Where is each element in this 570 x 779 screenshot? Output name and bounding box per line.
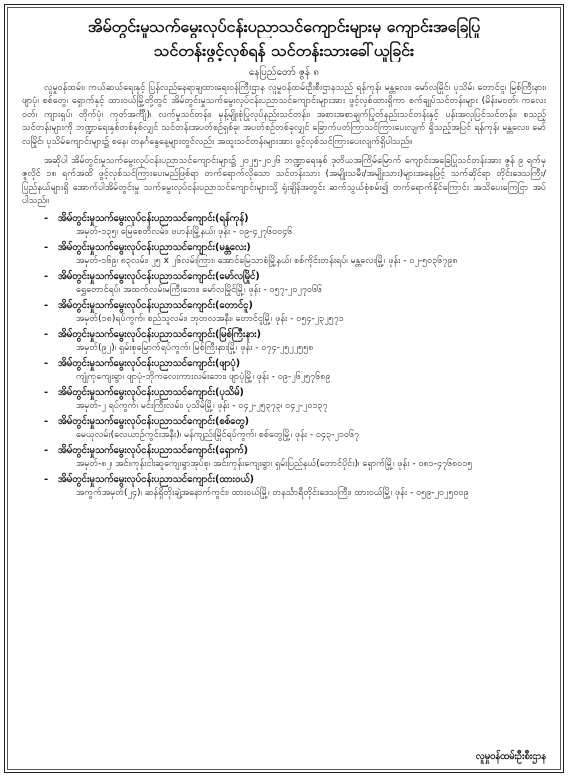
school-name: အိမ်တွင်းမှုသက်မွေးလုပ်ငန်းပညာသင်ကျောင်း(မော်လမြိုင်) — [58, 270, 260, 282]
school-address: အမှတ်(၉၂)၊ ရှမ်းစုမြောက်ရပ်ကွက်၊ မြစ်ကြီးနားမြို့၊ ဖုန်း - ၀၇၄-၂၅၂၂၅၅၈ — [76, 342, 314, 353]
school-item-mandalay — [44, 241, 546, 268]
school-item-mawlamyine — [44, 270, 546, 297]
announcement-paragraph: အဆိုပါ အိမ်တွင်းမှုသက်မွေးလုပ်ငန်းပညာသင်ကျောင်းများ၌ ၂၀၂၅-၂၀၂၆ ဘဏ္ဍာရေးနှစ် ဒုတိယအကြိမ်မြောက် ကျောင်းအခြေပြုသင်တန်းအား ဇွန် ၉ ရက်မှ ဇူလိုင် ၁၈ ရက်အထိ ဖွင့်လှစ်သင်ကြားပေးမည်ဖြစ်ရာ တက်ရောက်လိုသော သင်တန်းသား (အမျိုးသမီး/အမျိုးသား)များအနေဖြင့် သက်ဆိုင်ရာ တိုင်းဒေသကြီး/ပြည်နယ်များရှိ အောက်ပါအိမ်တွင်းမှု သက်မွေးလုပ်ငန်းပညာသင်ကျောင်းများသို့ ရုံးချိန်အတွင်း ဆက်သွယ်စုံစမ်း၍ တက်ရောက်နိုင်ကြောင်း အသိပေးကြေငြာ အပ်ပါသည်။ — [22, 156, 546, 207]
school-name: အိမ်တွင်းမှုသက်မွေးလုပ်ငန်းပညာသင်ကျောင်း(ဖျာပုံ) — [58, 357, 241, 369]
school-list — [22, 212, 546, 500]
school-address: ရွှေတောင်ရပ်၊ အထက်လမ်းမကြီးဘေး၊ မော်လမြိုင်မြို့၊ ဖုန်း - ၀၅၇-၂၀၂၇၀၆၆ — [76, 284, 323, 295]
school-name: အိမ်တွင်းမှုသက်မွေးလုပ်ငန်းပညာသင်ကျောင်း(စစ်တွေ) — [58, 415, 250, 427]
school-item-shaung — [44, 444, 546, 471]
notice-title-line-1: အိမ်တွင်းမှုသက်မွေးလုပ်ငန်းပညာသင်ကျောင်းများမှ ကျောင်းအခြေပြု — [87, 17, 481, 36]
notice-title-line-2: သင်တန်းဖွင့်လှစ်ရန် သင်တန်းသားခေါ်ယူခြင်း — [153, 41, 415, 60]
dash-marker: - — [44, 299, 49, 311]
school-name: အိမ်တွင်းမှုသက်မွေးလုပ်ငန်းပညာသင်ကျောင်း(ပုသိမ်) — [58, 386, 244, 398]
school-name: အိမ်တွင်းမှုသက်မွေးလုပ်ငန်းပညာသင်ကျောင်း(ရှောက်) — [58, 444, 248, 456]
school-name: အိမ်တွင်းမှုသက်မွေးလုပ်ငန်းပညာသင်ကျောင်း(တောင်ငူ) — [58, 299, 253, 311]
school-address: အမှတ်(၁၈)ရပ်ကွက်၊ စည်သူလမ်း၊ ဘုတလအနီး၊ တောင်ငူမြို့၊ ဖုန်း - ၀၅၄-၂၃၂၅၇၁ — [76, 313, 344, 324]
issuer-signature: လူမှုဝန်ထမ်းဦးစီးဌာန — [475, 751, 546, 762]
dateline: နေပြည်တော် ဇွန် ၈ — [248, 67, 320, 78]
school-name: အိမ်တွင်းမှုသက်မွေးလုပ်ငန်းပညာသင်ကျောင်း(ထားဝယ်) — [58, 473, 255, 485]
dash-marker: - — [44, 444, 49, 456]
school-name: အိမ်တွင်းမှုသက်မွေးလုပ်ငန်းပညာသင်ကျောင်း(မြစ်ကြီးနား) — [58, 328, 261, 340]
intro-paragraph: လူမှုဝန်ထမ်း၊ ကယ်ဆယ်ရေးနှင့် ပြန်လည်နေရာချထားရေးဝန်ကြီးဌာန လူမှုဝန်ထမ်းဦးစီးဌာနသည် ရန်ကုန်၊ မန္တလေး၊ မော်လမြိုင်၊ ပုသိမ်၊ တောင်ငူ၊ မြစ်ကြီးနား၊ ဖျာပုံ၊ စစ်တွေ၊ ရှောက်နှင့် ထားဝယ်မြို့တို့တွင် အိမ်တွင်းမှုသက်မွေးလုပ်ငန်းပညာသင်ကျောင်းများအား ဖွင့်လှစ်ထားရှိကာ စက်ချုပ်သင်တန်းများ (မိန်းမ၀တ်၊ ကလေးဝတ်၊ ကျားရှပ်၊ တိုက်ပုံ၊ ကုတ်အင်္ကျီ)၊ လက်မှုသင်တန်း၊ မုန့်မျိုးစုံပြုလုပ်နည်းသင်တန်း၊ အစားအစာချက်ပြုတ်နည်းသင်တန်းနှင့် ပန်းအလှပြင်သင်တန်း၊ စသည့် သင်တန်းများကို ဘဏ္ဍာရေးနှစ်တစ်နှစ်လျှင် သင်တန်းအပတ်စဉ်ရှစ်ခု၊ အပတ်စဉ်တစ်ခုလျှင် ခြောက်ပတ်ကြာသင်ကြားပေးလျက် ရှိသည့်အပြင် ရန်ကုန်၊ မန္တလေး၊ မော်လမြိုင်၊ ပုသိမ်ကျောင်းများ၌ စနေ၊ တနင်္ဂနွေနေ့များတွင်လည်း အထူးသင်တန်းများအား ဖွင့်လှစ်သင်ကြားပေးလျက်ရှိပါသည်။ — [22, 83, 546, 147]
school-address: မေယုလမ်း(လေယာဉ်ကွင်းအနီး)၊ မန်ကျည်းမြိုင်ရပ်ကွက်၊ စစ်တွေမြို့၊ ဖုန်း - ၀၄၃-၂၁၀၆၇ — [76, 429, 360, 440]
school-address: အမှတ်-၁၆၉၊ ၈၃လမ်း၊ ၂၅ x ၂၆လမ်းကြား၊ အောင်မြေသာစံမြို့နယ်၊ စစ်ကိုင်းတန်းရပ်၊ မန္တလေးမြို့၊ ဖုန်း - ၀၂-၅၀၃၆၇၉၈ — [76, 255, 458, 266]
dash-marker: - — [44, 241, 49, 253]
school-name: အိမ်တွင်းမှုသက်မွေးလုပ်ငန်းပညာသင်ကျောင်း(မန္တလေး) — [58, 241, 251, 253]
dash-marker: - — [44, 357, 49, 369]
dash-marker: - — [44, 473, 49, 485]
school-address: အမှတ်-၁၃၅၊ မြေစေတီလမ်း၊ ဗဟန်းမြို့နယ်၊ ဖုန်း - ၀၉-၄၂၇၆၀၀၄၆ — [76, 226, 293, 237]
dash-marker: - — [44, 212, 49, 224]
notice-body — [7, 7, 561, 770]
school-name: အိမ်တွင်းမှုသက်မွေးလုပ်ငန်းပညာသင်ကျောင်း(ရန်ကုန်) — [58, 212, 249, 224]
dash-marker: - — [44, 270, 49, 282]
school-item-pyapon — [44, 357, 546, 384]
dash-marker: - — [44, 386, 49, 398]
dash-marker: - — [44, 415, 49, 427]
school-address: အမှတ်-၈၂၊ အင်းကုန်းငါးဆူကျေးရွာအုပ်စု၊ အင်းကုန်းကျေးရွာ၊ ရှမ်းပြည်နယ်(တောင်ပိုင်း)၊ ရှောက်မြို့၊ ဖုန်း - ၀၈၁-၄၇၆၈၀၁၅ — [76, 458, 473, 469]
school-address: အမှတ်-၂ ရပ်ကွက်၊ မင်းကြီးလမ်း၊ ပုသိမ်မြို့၊ ဖုန်း - ၀၄၂-၂၅၃၇၃၊ ၀၄၂-၂၀၁၃၇ — [76, 400, 328, 411]
school-item-myitkyina — [44, 328, 546, 355]
dash-marker: - — [44, 328, 49, 340]
school-item-pathein — [44, 386, 546, 413]
school-item-dawei — [44, 473, 546, 500]
school-address: ကျုံကုကျေးရွာ၊ ဖျာပုံ-ဘိုကလေးကားလမ်းဘေး၊ ဖျာပုံမြို့၊ ဖုန်း - ၀၉-၂၆၂၅၇၆၈၉ — [76, 371, 331, 382]
school-item-taungoo — [44, 299, 546, 326]
school-item-yangon — [44, 212, 546, 239]
school-address: အကွက်အမှတ်(၂၄)၊ ဆန်ရှိတိုးချဲ့အနောက်ကွင်း၊ ထားဝယ်မြို့၊ တနင်္သာရီတိုင်းဒေသကြီး၊ ထားဝယ်မြို့၊ ဖုန်း - ၀၅၉-၂၀၂၅၀၀၉ — [76, 487, 469, 498]
school-item-sittwe — [44, 415, 546, 442]
